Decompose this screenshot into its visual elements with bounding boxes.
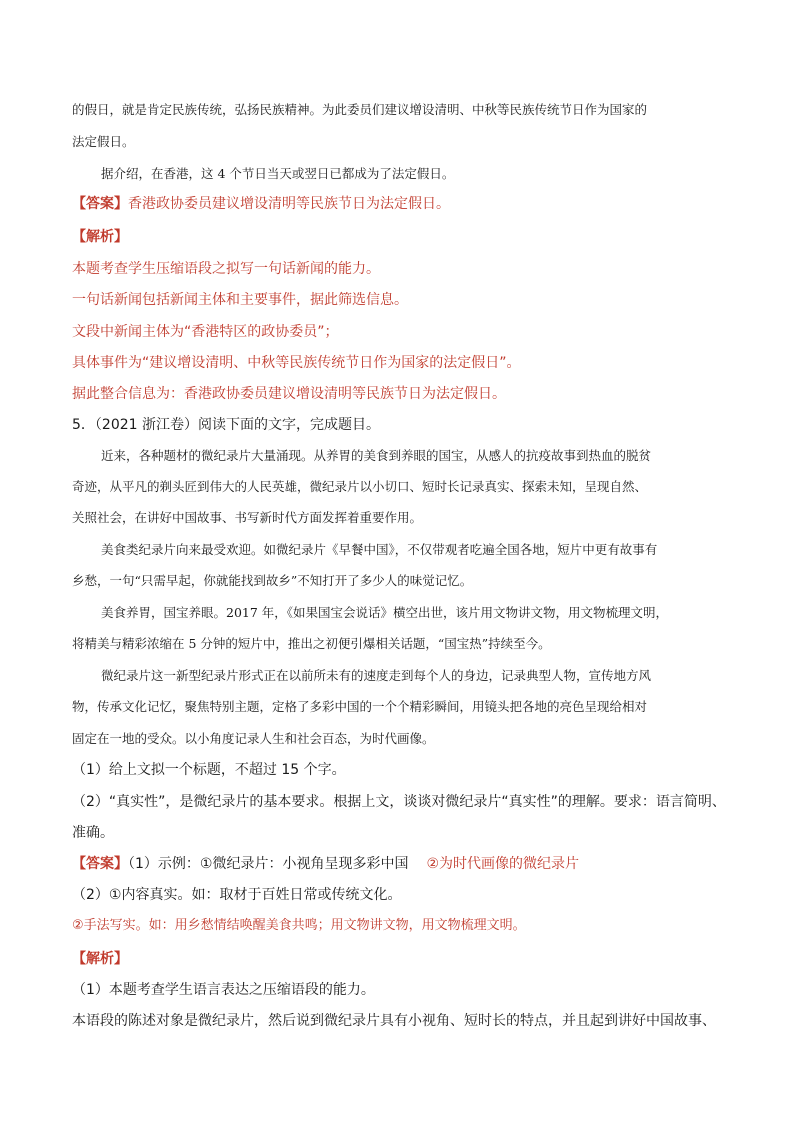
passage-line: 微纪录片这一新型纪录片形式正在以前所未有的速度走到每个人的身边，记录典型人物，宣传地方风 [101,668,652,683]
analysis-line: 一句话新闻包括新闻主体和主要事件，据此筛选信息。 [72,292,408,308]
passage-line: 乡愁，一句“只需早起，你就能找到故乡”不知打开了多少人的味觉记忆。 [72,573,473,588]
answer-text: （1）示例：①微纪录片：小视角呈现多彩中国 [128,856,409,872]
answer-text: 香港政协委员建议增设清明等民族节日为法定假日。 [128,196,450,212]
answer-text-alt: ②为时代画像的微纪录片 [426,856,580,872]
question-source: （2021 浙江卷） [94,417,199,433]
question-prompt: 阅读下面的文字，完成题目。 [198,417,381,433]
answer-line: （2）①内容真实。如：取材于百姓日常或传统文化。 [72,887,402,903]
passage-line: 将精美与精彩浓缩在 5 分钟的短片中，推出之初便引爆相关话题，“国宝热”持续至今。 [72,636,551,651]
analysis-line: 据此整合信息为：香港政协委员建议增设清明等民族节日为法定假日。 [72,386,506,402]
sub-question-2: （2）“真实性”，是微纪录片的基本要求。根据上文，谈谈对微纪录片“真实性”的理解。要求：语言简明、 [72,794,726,810]
answer-label: 【答案】 [72,196,128,212]
analysis-line: 文段中新闻主体为“香港特区的政协委员”； [72,324,339,340]
passage-line: 美食养胃，国宝养眼。2017 年，《如果国宝会说话》横空出世，该片用文物讲文物，用文物梳理文明， [101,605,669,620]
sub-question-1: （1）给上文拟一个标题，不超过 15 个字。 [72,762,346,778]
answer-line: ②手法写实。如：用乡愁情结唤醒美食共鸣；用文物讲文物，用文物梳理文明。 [72,918,526,933]
analysis-line: 具体事件为“建议增设清明、中秋等民族传统节日作为国家的法定假日”。 [72,355,521,371]
analysis-line: 本语段的陈述对象是微纪录片，然后说到微纪录片具有小视角、短时长的特点，并且起到讲好中国故事、 [72,1013,716,1029]
analysis-line: 本题考查学生压缩语段之拟写一句话新闻的能力。 [72,261,380,277]
analysis-label: 【解析】 [72,951,128,967]
answer-line [72,854,579,874]
passage-line: 近来，各种题材的微纪录片大量涌现。从养胃的美食到养眼的国宝，从感人的抗疫故事到热血的脱贫 [101,448,652,463]
question-header [72,415,380,435]
answer-line [72,194,450,214]
analysis-line: （1）本题考查学生语言表达之压缩语段的能力。 [72,982,375,998]
passage-line: 法定假日。 [72,134,135,149]
sub-question-2-cont: 准确。 [72,825,114,841]
passage-line: 关照社会，在讲好中国故事、书写新时代方面发挥着重要作用。 [72,510,423,525]
answer-label: 【答案】 [72,856,128,872]
passage-line: 据介绍，在香港，这 4 个节日当天或翌日已都成为了法定假日。 [101,166,455,181]
analysis-label: 【解析】 [72,229,128,245]
passage-line: 固定在一地的受众。以小角度记录人生和社会百态，为时代画像。 [72,731,435,746]
passage-line: 的假日，就是肯定民族传统，弘扬民族精神。为此委员们建议增设清明、中秋等民族传统节日作为国家的 [72,102,648,117]
passage-line: 物，传承文化记忆，聚焦特别主题，定格了多彩中国的一个个精彩瞬间，用镜头把各地的亮色呈现给相对 [72,699,648,714]
passage-line: 美食类纪录片向来最受欢迎。如微纪录片《早餐中国》，不仅带观者吃遍全国各地，短片中更有故事有 [101,542,658,557]
question-number: 5． [72,417,95,433]
passage-line: 奇迹，从平凡的剃头匠到伟大的人民英雄，微纪录片以小切口、短时长记录真实、探索未知，呈现自然、 [72,479,648,494]
